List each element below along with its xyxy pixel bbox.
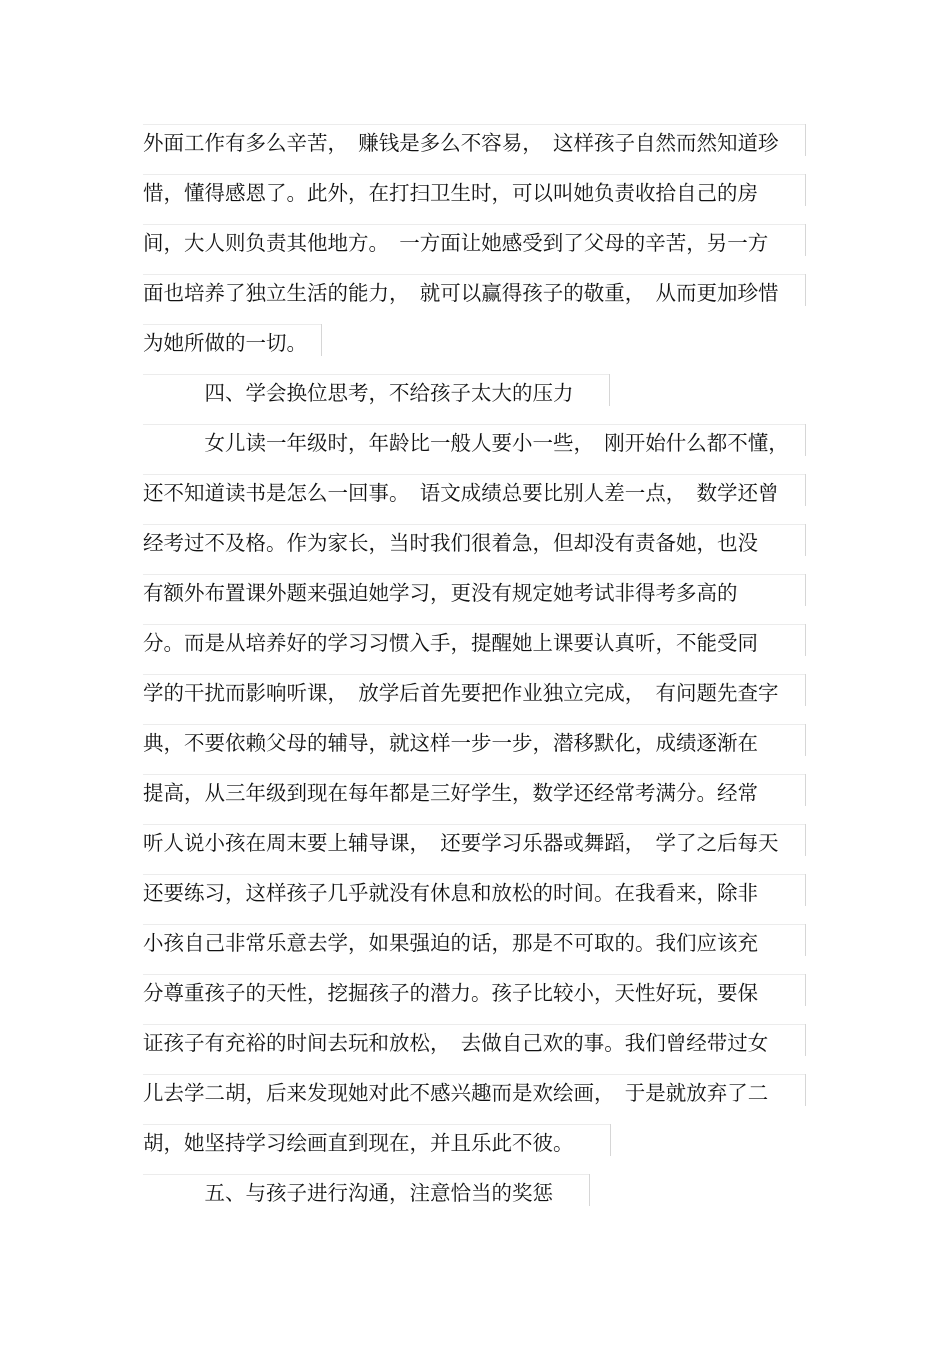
text-line: 有额外布置课外题来强迫她学习，更没有规定她考试非得考多高的: [143, 578, 806, 628]
text-line: 女儿读一年级时，年龄比一般人要小一些， 刚开始什么都不懂，: [143, 428, 806, 478]
text-line: 经考过不及格。作为家长，当时我们很着急，但却没有责备她，也没: [143, 528, 806, 578]
text-line: 儿去学二胡，后来发现她对此不感兴趣而是欢绘画， 于是就放弃了二: [143, 1078, 806, 1128]
text-line: 证孩子有充裕的时间去玩和放松， 去做自己欢的事。我们曾经带过女: [143, 1028, 806, 1078]
text-line: 胡，她坚持学习绘画直到现在，并且乐此不彼。: [143, 1128, 611, 1178]
text-line: 小孩自己非常乐意去学，如果强迫的话，那是不可取的。我们应该充: [143, 928, 806, 978]
text-line: 还要练习，这样孩子几乎就没有休息和放松的时间。在我看来，除非: [143, 878, 806, 928]
text-line: 学的干扰而影响听课， 放学后首先要把作业独立完成， 有问题先查字: [143, 678, 806, 728]
section-heading: 四、学会换位思考，不给孩子太大的压力: [143, 378, 610, 428]
text-line: 分。而是从培养好的学习习惯入手，提醒她上课要认真听，不能受同: [143, 628, 806, 678]
text-line: 典，不要依赖父母的辅导，就这样一步一步，潜移默化，成绩逐渐在: [143, 728, 806, 778]
section-heading: 五、与孩子进行沟通，注意恰当的奖惩: [143, 1178, 590, 1228]
text-line: 提高，从三年级到现在每年都是三好学生，数学还经常考满分。经常: [143, 778, 806, 828]
text-line: 听人说小孩在周末要上辅导课， 还要学习乐器或舞蹈， 学了之后每天: [143, 828, 806, 878]
text-line: 分尊重孩子的天性，挖掘孩子的潜力。孩子比较小，天性好玩，要保: [143, 978, 806, 1028]
text-line: 间，大人则负责其他地方。 一方面让她感受到了父母的辛苦，另一方: [143, 228, 806, 278]
text-line: 外面工作有多么辛苦， 赚钱是多么不容易， 这样孩子自然而然知道珍: [143, 128, 806, 178]
text-line: 面也培养了独立生活的能力， 就可以赢得孩子的敬重， 从而更加珍惜: [143, 278, 806, 328]
text-line: 惜，懂得感恩了。此外，在打扫卫生时，可以叫她负责收拾自己的房: [143, 178, 806, 228]
text-line: 为她所做的一切。: [143, 328, 322, 378]
text-line: 还不知道读书是怎么一回事。 语文成绩总要比别人差一点， 数学还曾: [143, 478, 806, 528]
